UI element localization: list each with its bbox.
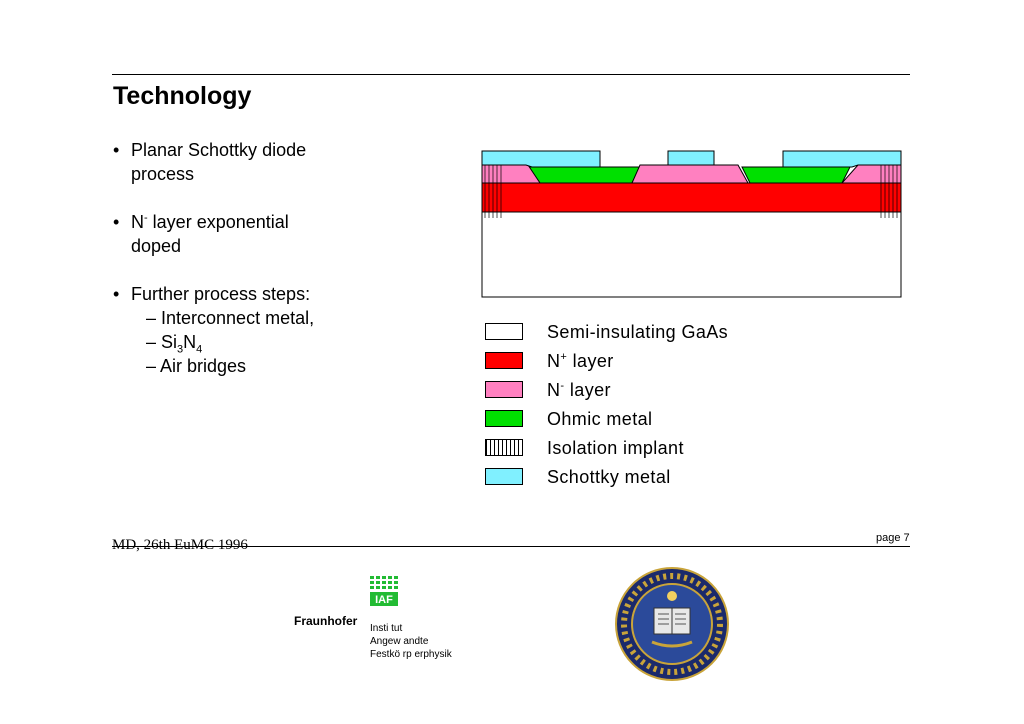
- bullet-text: Further process steps:: [131, 284, 311, 304]
- superscript: -: [144, 212, 148, 224]
- legend-label: [547, 380, 611, 401]
- bullet-text: doped: [131, 236, 182, 256]
- schottky-metal-right: [783, 151, 901, 167]
- legend-swatch: [485, 410, 523, 427]
- sub-bullet-interconnect: – Interconnect metal,: [146, 308, 315, 328]
- legend-swatch: [485, 381, 523, 398]
- ohmic-contact-left: [528, 167, 640, 183]
- ohmic-contact-right: [742, 167, 850, 183]
- institute-name: [370, 622, 452, 661]
- bullet-text: layer exponential: [147, 212, 289, 232]
- bullet-dot: •: [113, 284, 120, 304]
- legend-label-text: N: [547, 351, 561, 371]
- schottky-metal-left: [482, 151, 600, 167]
- sub-bullet-air-bridges: – Air bridges: [146, 356, 247, 376]
- legend-swatch: [485, 323, 523, 340]
- iaf-logo-icon: [370, 576, 400, 608]
- subscript: 3: [177, 343, 184, 356]
- legend-swatch: [485, 439, 523, 456]
- legend-label: Ohmic metal: [547, 409, 653, 429]
- legend-label: [547, 351, 614, 372]
- fraunhofer-name: Fraunhofer: [294, 614, 358, 628]
- legend-label: Isolation implant: [547, 438, 684, 458]
- n-plus-layer: [482, 183, 901, 212]
- bullet-dot: •: [113, 212, 120, 232]
- isolation-implant-right: [880, 165, 899, 218]
- sub-bullet-text: N: [183, 332, 197, 352]
- schottky-metal-center: [668, 151, 714, 165]
- bullet-text: Planar Schottky diode: [131, 140, 307, 160]
- institute-line: Festkö rp erphysik: [370, 649, 452, 660]
- bullet-text: process: [131, 164, 195, 184]
- isolation-implant-left: [484, 165, 503, 218]
- legend-label-text: layer: [567, 351, 614, 371]
- legend-label: Semi-insulating GaAs: [547, 322, 729, 342]
- bullet-text: N: [131, 212, 144, 232]
- footer-citation: MD, 26th EuMC 1996: [112, 537, 248, 553]
- bottom-rule: [112, 546, 910, 547]
- legend-label: Schottky metal: [547, 467, 671, 487]
- university-seal-icon: [614, 566, 730, 682]
- legend-label-text: layer: [564, 380, 611, 400]
- institute-line: Insti tut: [370, 623, 403, 634]
- superscript: -: [560, 380, 565, 392]
- sub-bullet-text: – Si: [146, 332, 178, 352]
- n-minus-layer: [632, 165, 748, 183]
- legend-label-text: N: [547, 380, 561, 400]
- institute-line: Angew andte: [370, 636, 429, 647]
- page-number: page 7: [876, 532, 910, 544]
- iaf-logo-text: IAF: [375, 594, 393, 606]
- slide-title: Technology: [113, 82, 252, 110]
- legend-swatch: [485, 352, 523, 369]
- bullet-dot: •: [113, 140, 120, 160]
- superscript: +: [560, 351, 568, 363]
- subscript: 4: [196, 343, 203, 356]
- substrate-layer: [482, 212, 901, 297]
- legend-swatch: [485, 468, 523, 485]
